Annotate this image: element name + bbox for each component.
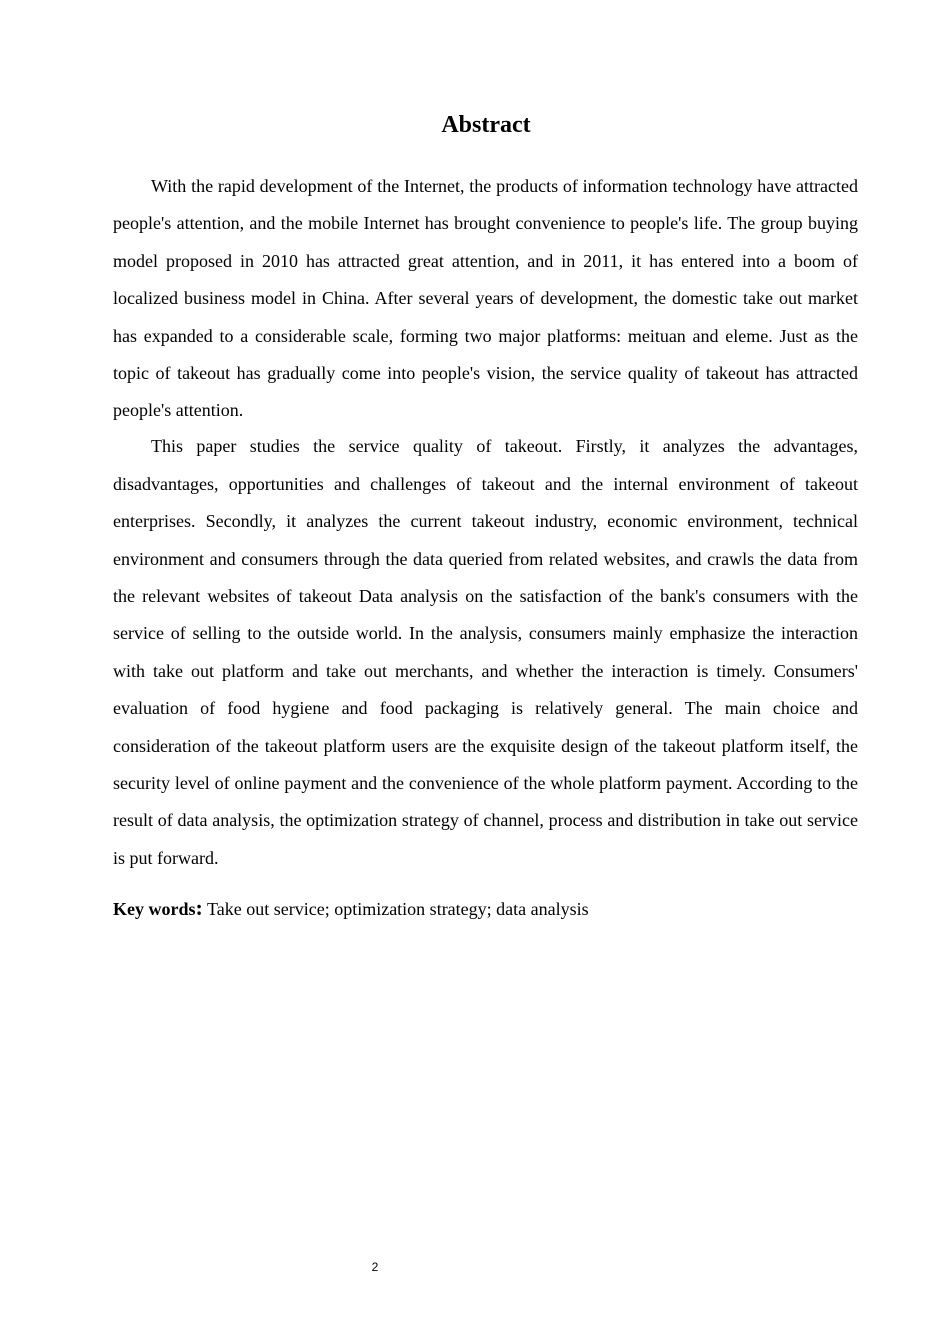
abstract-paragraph-2: This paper studies the service quality of takeout. Firstly, it analyzes the advantages, disadvantages, opportunities and challenges of takeout and the internal environment of takeout enterprises. Secondly, it analyzes the current takeout industry, economic environment, technical environment and consumers through the data queried from related websites, and crawls the data from the relevant websites of takeout Data analysis on the satisfaction of the bank's consumers with the service of selling to the outside world. In the analysis, consumers mainly emphasize the interaction with take out platform and take out merchants, and whether the interaction is timely. Consumers' evaluation of food hygiene and food packaging is relatively general. The main choice and consideration of the takeout platform users are the exquisite design of the takeout platform itself, the security level of online payment and the convenience of the whole platform payment. According to the result of data analysis, the optimization strategy of channel, process and distribution in take out service is put forward.	[113, 436, 858, 868]
abstract-title: Abstract	[441, 112, 531, 138]
keywords-value: Take out service; optimization strategy; data analysis	[207, 899, 589, 919]
keywords-label: Key words	[113, 899, 196, 919]
page-number: 2	[371, 1260, 379, 1274]
abstract-body	[113, 168, 858, 877]
abstract-paragraph-1: With the rapid development of the Internet, the products of information technology have attracted people's attention, and the mobile Internet has brought convenience to people's life. The group buying model proposed in 2010 has attracted great attention, and in 2011, it has entered into a boom of localized business model in China. After several years of development, the domestic take out market has expanded to a considerable scale, forming two major platforms: meituan and eleme. Just as the topic of takeout has gradually come into people's vision, the service quality of takeout has attracted people's attention.	[113, 176, 858, 421]
keywords-separator: :	[195, 895, 203, 920]
keywords-line	[113, 892, 858, 925]
